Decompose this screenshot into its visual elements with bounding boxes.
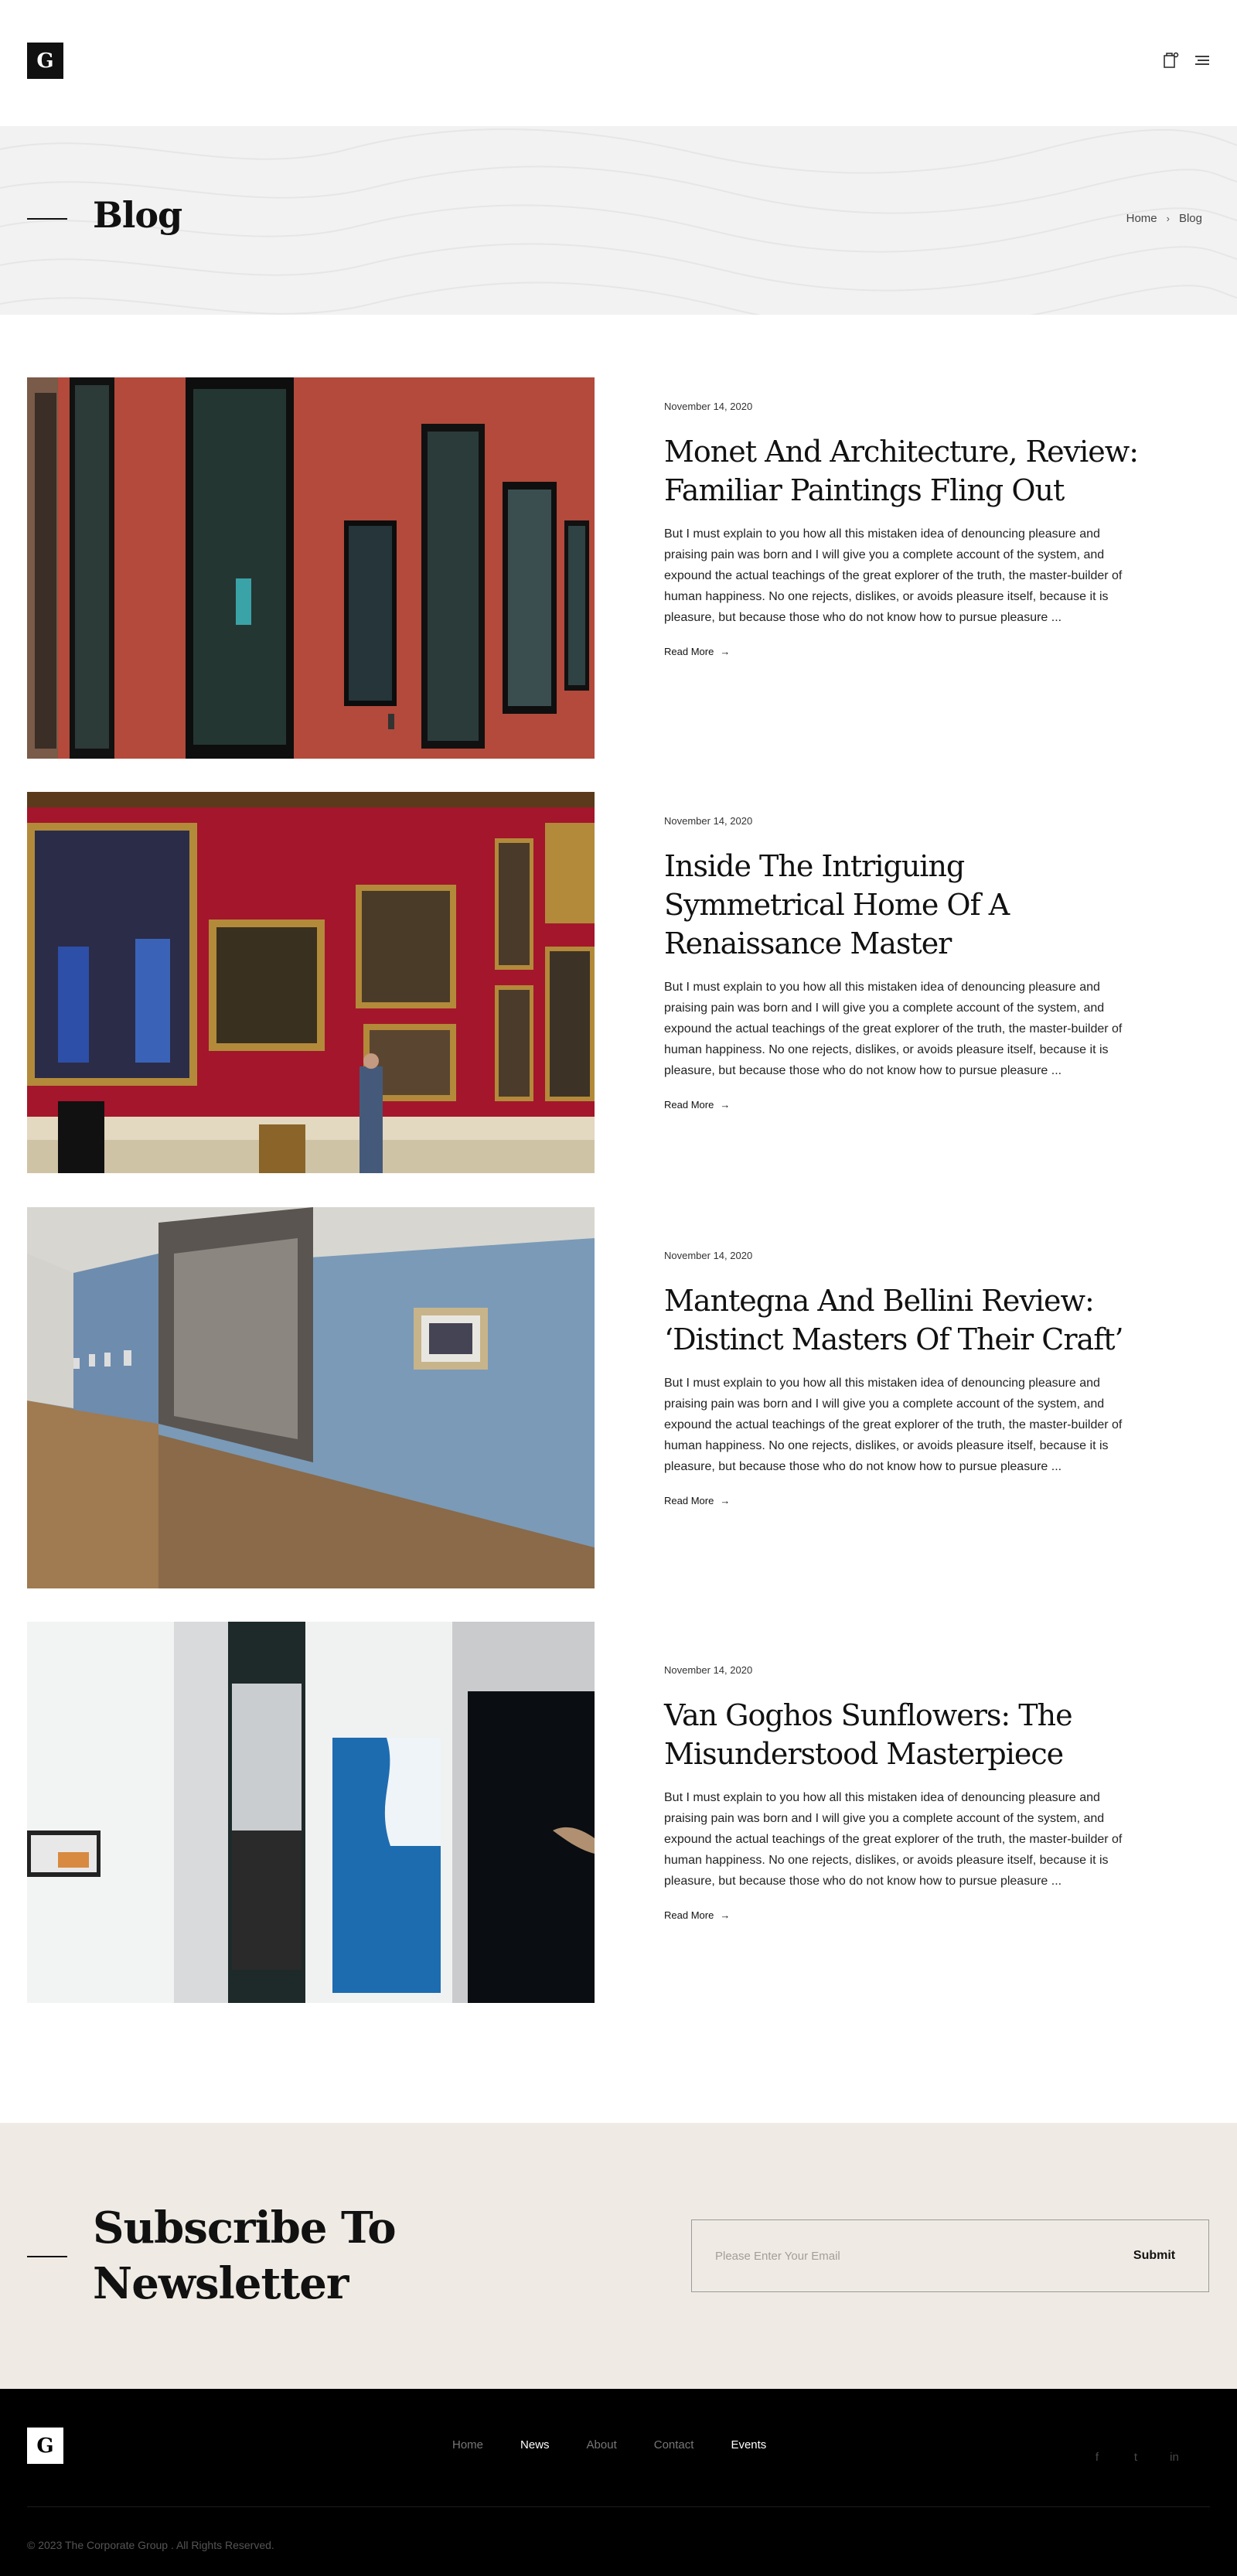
linkedin-icon[interactable]: in [1170,2451,1179,2464]
post-image[interactable] [27,377,595,759]
post-image[interactable] [27,1622,595,2003]
post-body [664,401,1143,659]
post-image[interactable] [27,1207,595,1588]
post-title[interactable]: Inside The Intriguing Symmetrical Home Of A Renaissance Master [664,849,1010,960]
post-title[interactable]: Van Goghos Sunflowers: The Misunderstood Masterpiece [664,1698,1072,1771]
newsletter-dash [27,2256,67,2257]
newsletter-form [691,2219,1209,2292]
arrow-right-icon: → [720,1495,731,1506]
footer-logo[interactable]: G [27,2428,63,2464]
blog-post [0,377,1237,760]
post-body [664,815,1143,1112]
post-body [664,1250,1143,1508]
post-image[interactable] [27,792,595,1173]
read-more-label: Read More [664,1099,714,1111]
social-links [1090,2451,1181,2464]
breadcrumb [1126,212,1202,225]
site-logo[interactable]: G [27,43,63,79]
post-excerpt: But I must explain to you how all this mistaken idea of denouncing pleasure and praising pain was born and I will give you a complete account of the system, and expound the actual teachings of the great explorer of the truth, the master-builder of human happiness. No one rejects, dislikes, or avoids pleasure itself, because it is pleasure, but because those who do not know how to pursue pleasure ... [664,1791,1123,1888]
page-title: Blog [93,194,182,236]
title-dash [27,218,67,220]
footer-nav [452,2438,803,2451]
blog-post [0,1622,1237,2005]
email-field[interactable] [692,2220,1100,2291]
facebook-icon[interactable]: f [1095,2451,1099,2464]
post-title[interactable]: Mantegna And Bellini Review: ‘Distinct Masters Of Their Craft’ [664,1284,1123,1356]
menu-icon[interactable] [1193,51,1211,70]
post-date: November 14, 2020 [664,1250,753,1261]
read-more-link[interactable] [664,1909,730,1921]
site-header [0,0,1237,126]
newsletter-section [0,2123,1237,2389]
breadcrumb-home[interactable]: Home [1126,212,1157,225]
read-more-link[interactable] [664,646,730,657]
post-date: November 14, 2020 [664,1664,753,1676]
footer-divider [27,2506,1210,2507]
footer-nav-events[interactable]: Events [731,2438,767,2451]
newsletter-title [93,2200,396,2312]
read-more-label: Read More [664,646,714,657]
breadcrumb-separator: › [1166,213,1170,224]
read-more-label: Read More [664,1909,714,1921]
newsletter-title-line2: Newsletter [93,2258,349,2309]
post-title[interactable]: Monet And Architecture, Review: Familiar Paintings Fling Out [664,435,1139,507]
post-excerpt: But I must explain to you how all this mistaken idea of denouncing pleasure and praising pain was born and I will give you a complete account of the system, and expound the actual teachings of the great explorer of the truth, the master-builder of human happiness. No one rejects, dislikes, or avoids pleasure itself, because it is pleasure, but because those who do not know how to pursue pleasure ... [664,1377,1123,1473]
arrow-right-icon: → [720,646,731,657]
page-title-band [0,126,1237,315]
breadcrumb-current: Blog [1178,212,1202,225]
newsletter-title-line1: Subscribe To [93,2202,396,2254]
post-body [664,1664,1143,1923]
cart-icon[interactable] [1161,51,1180,70]
read-more-label: Read More [664,1495,714,1506]
post-excerpt: But I must explain to you how all this mistaken idea of denouncing pleasure and praising pain was born and I will give you a complete account of the system, and expound the actual teachings of the great explorer of the truth, the master-builder of human happiness. No one rejects, dislikes, or avoids pleasure itself, because it is pleasure, but because those who do not know how to pursue pleasure ... [664,981,1123,1077]
post-excerpt: But I must explain to you how all this mistaken idea of denouncing pleasure and praising pain was born and I will give you a complete account of the system, and expound the actual teachings of the great explorer of the truth, the master-builder of human happiness. No one rejects, dislikes, or avoids pleasure itself, because it is pleasure, but because those who do not know how to pursue pleasure ... [664,527,1123,624]
footer-nav-news[interactable]: News [520,2438,550,2451]
twitter-icon[interactable]: t [1133,2451,1138,2464]
site-footer [0,2389,1237,2576]
wave-pattern [0,126,1237,315]
read-more-link[interactable] [664,1099,730,1111]
footer-nav-about[interactable]: About [586,2438,617,2451]
blog-post [0,1207,1237,1590]
blog-post [0,792,1237,1175]
footer-nav-home[interactable]: Home [452,2438,484,2451]
arrow-right-icon: → [720,1099,731,1111]
submit-button[interactable]: Submit [1100,2220,1208,2291]
post-date: November 14, 2020 [664,815,753,827]
footer-nav-contact[interactable]: Contact [653,2438,694,2451]
copyright-text: © 2023 The Corporate Group . All Rights Reserved. [27,2539,274,2551]
read-more-link[interactable] [664,1495,730,1506]
post-date: November 14, 2020 [664,401,753,412]
arrow-right-icon: → [720,1909,731,1921]
